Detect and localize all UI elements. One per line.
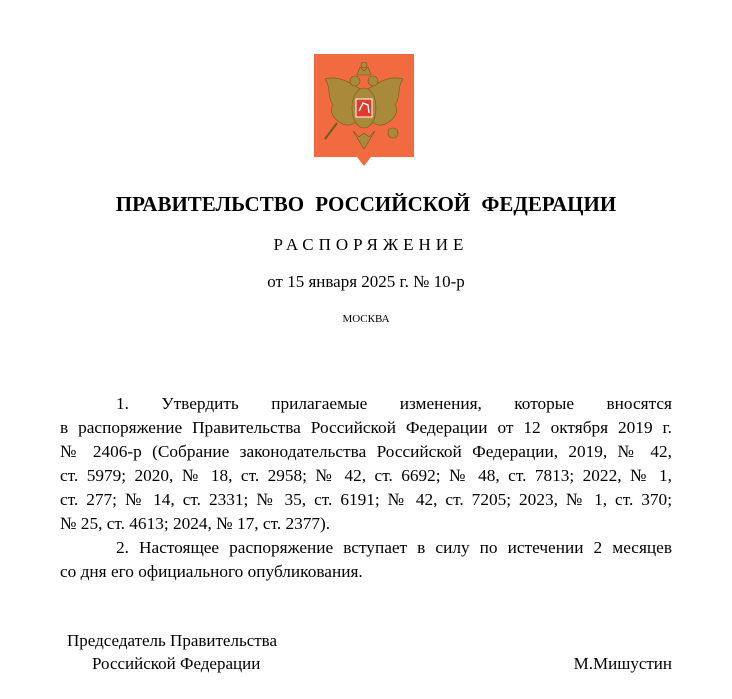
body-line: со дня его официального опубликования. xyxy=(60,562,363,581)
signatory-name: М.Мишустин xyxy=(573,654,672,673)
body-line: ст. 277; № 14, ст. 2331; № 35, ст. 6191; № 42, ст. 7205; 2023, № 1, ст. 370; xyxy=(60,490,672,509)
document-type: РАСПОРЯЖЕНИЕ xyxy=(273,235,469,254)
signatory-position: Председатель Правительства xyxy=(67,631,278,650)
coat-of-arms-emblem xyxy=(313,53,415,167)
body-line: № 25, ст. 4613; 2024, № 17, ст. 2377). xyxy=(60,514,331,533)
issuer-title: ПРАВИТЕЛЬСТВО РОССИЙСКОЙ ФЕДЕРАЦИИ xyxy=(115,192,617,216)
body-line: № 2406-р (Собрание законодательства Российской Федерации, 2019, № 42, xyxy=(60,442,672,461)
document-city: МОСКВА xyxy=(342,313,390,325)
body-line: 2. Настоящее распоряжение вступает в силу по истечении 2 месяцев xyxy=(116,538,672,557)
body-line: 1. Утвердить прилагаемые изменения, которые вносятся xyxy=(116,394,672,413)
body-line: в распоряжение Правительства Российской Федерации от 12 октября 2019 г. xyxy=(60,418,672,437)
body-line: ст. 5979; 2020, № 18, ст. 2958; № 42, ст. 6692; № 48, ст. 7813; 2022, № 1, xyxy=(60,466,672,485)
document-date-number: от 15 января 2025 г. № 10-р xyxy=(267,272,465,291)
signatory-position-cont: Российской Федерации xyxy=(92,654,261,673)
